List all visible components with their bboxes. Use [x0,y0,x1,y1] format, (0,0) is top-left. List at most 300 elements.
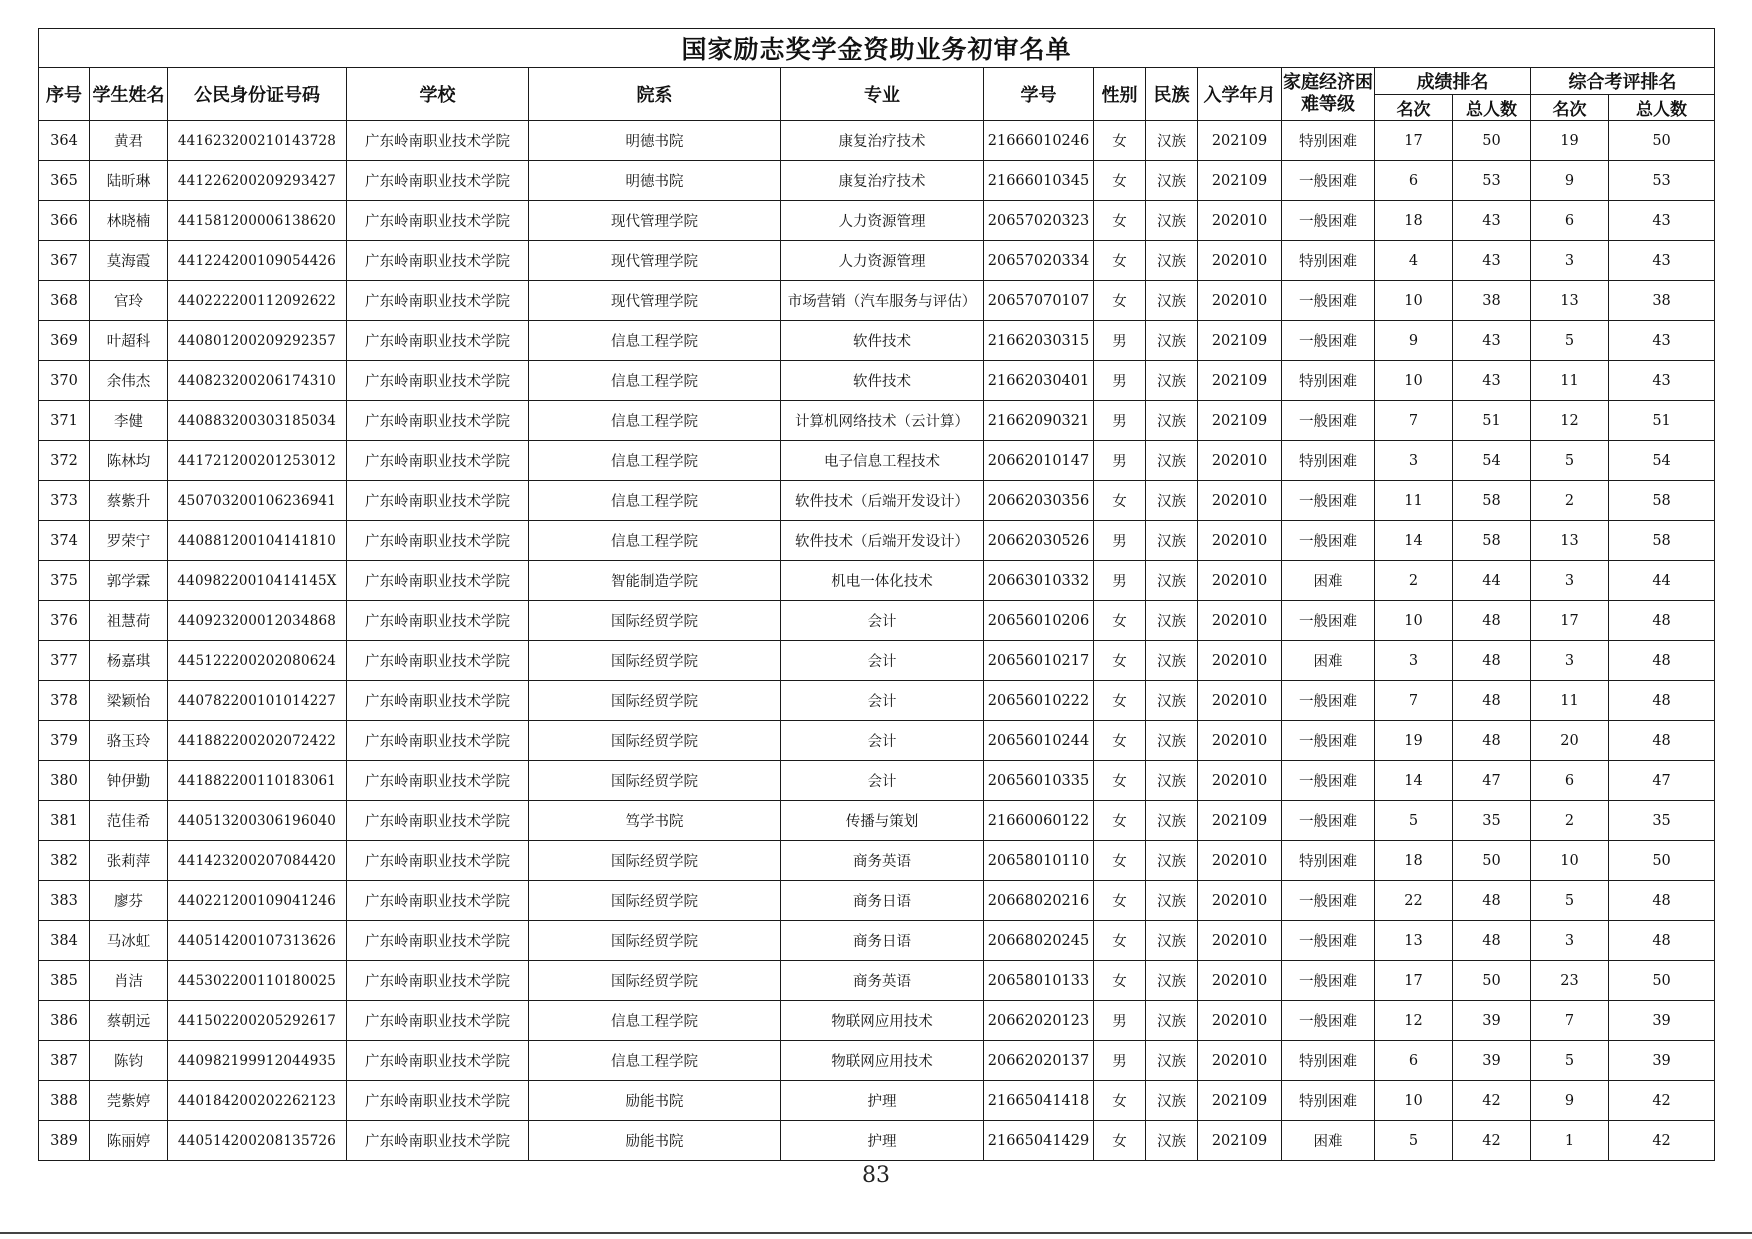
roster-body [39,121,1715,1161]
cell-name: 李健 [90,401,168,441]
cell-difficulty: 一般困难 [1282,201,1375,241]
cell-major: 会计 [781,681,984,721]
cell-dept: 信息工程学院 [529,401,781,441]
header-id: 公民身份证号码 [168,68,347,121]
table-row [39,641,1715,681]
cell-difficulty: 一般困难 [1282,681,1375,721]
cell-id: 440801200209292357 [168,321,347,361]
cell-ethnicity: 汉族 [1146,1081,1198,1121]
cell-enroll: 202010 [1198,841,1282,881]
cell-major: 会计 [781,641,984,681]
cell-school: 广东岭南职业技术学院 [347,921,529,961]
cell-grade-rank: 22 [1375,881,1453,921]
cell-id: 441224200109054426 [168,241,347,281]
cell-grade-total: 43 [1453,241,1531,281]
cell-grade-total: 53 [1453,161,1531,201]
cell-student-no: 21665041418 [984,1081,1094,1121]
cell-major: 人力资源管理 [781,201,984,241]
cell-school: 广东岭南职业技术学院 [347,241,529,281]
cell-dept: 现代管理学院 [529,281,781,321]
cell-dept: 励能书院 [529,1121,781,1161]
cell-grade-total: 39 [1453,1001,1531,1041]
cell-comp-rank: 23 [1531,961,1609,1001]
header-comp-rank-total: 总人数 [1609,95,1715,121]
cell-comp-rank: 1 [1531,1121,1609,1161]
cell-name: 蔡朝远 [90,1001,168,1041]
cell-gender: 男 [1094,1001,1146,1041]
cell-grade-total: 48 [1453,921,1531,961]
cell-comp-total: 48 [1609,921,1715,961]
cell-name: 蔡紫升 [90,481,168,521]
cell-student-no: 20658010133 [984,961,1094,1001]
cell-enroll: 202010 [1198,641,1282,681]
cell-gender: 女 [1094,641,1146,681]
cell-id: 440221200109041246 [168,881,347,921]
cell-difficulty: 一般困难 [1282,1001,1375,1041]
cell-seq: 368 [39,281,90,321]
cell-grade-total: 48 [1453,881,1531,921]
cell-grade-rank: 10 [1375,601,1453,641]
cell-enroll: 202010 [1198,201,1282,241]
cell-school: 广东岭南职业技术学院 [347,561,529,601]
table-row [39,441,1715,481]
cell-comp-rank: 5 [1531,881,1609,921]
cell-name: 黄君 [90,121,168,161]
cell-grade-rank: 7 [1375,401,1453,441]
cell-ethnicity: 汉族 [1146,1001,1198,1041]
cell-comp-total: 43 [1609,241,1715,281]
cell-comp-total: 48 [1609,881,1715,921]
cell-school: 广东岭南职业技术学院 [347,361,529,401]
cell-enroll: 202010 [1198,601,1282,641]
cell-major: 人力资源管理 [781,241,984,281]
cell-id: 441882200110183061 [168,761,347,801]
table-row [39,201,1715,241]
header-grade-rank-total: 总人数 [1453,95,1531,121]
cell-major: 商务日语 [781,921,984,961]
cell-comp-rank: 20 [1531,721,1609,761]
cell-ethnicity: 汉族 [1146,481,1198,521]
cell-gender: 女 [1094,241,1146,281]
cell-comp-rank: 5 [1531,1041,1609,1081]
table-row [39,921,1715,961]
cell-ethnicity: 汉族 [1146,641,1198,681]
cell-gender: 女 [1094,961,1146,1001]
cell-comp-rank: 3 [1531,561,1609,601]
cell-difficulty: 一般困难 [1282,801,1375,841]
cell-grade-total: 39 [1453,1041,1531,1081]
cell-ethnicity: 汉族 [1146,601,1198,641]
table-row [39,681,1715,721]
cell-comp-rank: 3 [1531,921,1609,961]
cell-seq: 389 [39,1121,90,1161]
cell-difficulty: 一般困难 [1282,721,1375,761]
table-row [39,961,1715,1001]
table-row [39,1081,1715,1121]
cell-grade-rank: 13 [1375,921,1453,961]
cell-major: 康复治疗技术 [781,121,984,161]
table-row [39,561,1715,601]
cell-grade-rank: 18 [1375,201,1453,241]
table-row [39,1001,1715,1041]
cell-seq: 384 [39,921,90,961]
table-row [39,881,1715,921]
cell-school: 广东岭南职业技术学院 [347,161,529,201]
cell-enroll: 202109 [1198,161,1282,201]
cell-enroll: 202010 [1198,521,1282,561]
cell-dept: 国际经贸学院 [529,601,781,641]
cell-id: 440514200107313626 [168,921,347,961]
cell-seq: 383 [39,881,90,921]
cell-gender: 女 [1094,721,1146,761]
cell-gender: 女 [1094,121,1146,161]
cell-enroll: 202109 [1198,121,1282,161]
cell-school: 广东岭南职业技术学院 [347,721,529,761]
cell-comp-total: 48 [1609,641,1715,681]
cell-grade-rank: 2 [1375,561,1453,601]
cell-enroll: 202010 [1198,721,1282,761]
cell-gender: 女 [1094,1081,1146,1121]
table-row [39,1041,1715,1081]
cell-gender: 女 [1094,921,1146,961]
cell-gender: 女 [1094,201,1146,241]
cell-school: 广东岭南职业技术学院 [347,281,529,321]
cell-student-no: 20662030526 [984,521,1094,561]
header-school: 学校 [347,68,529,121]
cell-enroll: 202010 [1198,481,1282,521]
cell-id: 445302200110180025 [168,961,347,1001]
cell-major: 会计 [781,601,984,641]
cell-major: 商务英语 [781,841,984,881]
cell-grade-rank: 3 [1375,641,1453,681]
cell-id: 440513200306196040 [168,801,347,841]
cell-enroll: 202109 [1198,401,1282,441]
cell-comp-total: 58 [1609,481,1715,521]
cell-dept: 现代管理学院 [529,241,781,281]
cell-name: 叶超科 [90,321,168,361]
cell-enroll: 202109 [1198,801,1282,841]
cell-grade-total: 43 [1453,201,1531,241]
cell-major: 传播与策划 [781,801,984,841]
cell-seq: 385 [39,961,90,1001]
cell-id: 440514200208135726 [168,1121,347,1161]
cell-grade-rank: 6 [1375,161,1453,201]
cell-ethnicity: 汉族 [1146,921,1198,961]
cell-dept: 国际经贸学院 [529,841,781,881]
cell-dept: 国际经贸学院 [529,921,781,961]
cell-comp-rank: 6 [1531,761,1609,801]
header-grade-rank: 成绩排名 [1375,68,1531,95]
cell-seq: 380 [39,761,90,801]
cell-comp-rank: 3 [1531,641,1609,681]
cell-school: 广东岭南职业技术学院 [347,641,529,681]
cell-enroll: 202010 [1198,281,1282,321]
cell-comp-rank: 2 [1531,801,1609,841]
cell-comp-total: 38 [1609,281,1715,321]
cell-enroll: 202010 [1198,921,1282,961]
cell-grade-rank: 10 [1375,281,1453,321]
cell-grade-rank: 4 [1375,241,1453,281]
cell-difficulty: 困难 [1282,641,1375,681]
cell-gender: 女 [1094,881,1146,921]
cell-comp-total: 50 [1609,121,1715,161]
cell-grade-total: 43 [1453,361,1531,401]
cell-difficulty: 一般困难 [1282,921,1375,961]
cell-id: 441882200202072422 [168,721,347,761]
cell-seq: 373 [39,481,90,521]
cell-gender: 男 [1094,361,1146,401]
cell-ethnicity: 汉族 [1146,441,1198,481]
cell-enroll: 202010 [1198,881,1282,921]
cell-major: 计算机网络技术（云计算） [781,401,984,441]
cell-school: 广东岭南职业技术学院 [347,961,529,1001]
cell-gender: 男 [1094,441,1146,481]
cell-comp-total: 47 [1609,761,1715,801]
cell-student-no: 20657070107 [984,281,1094,321]
table-row [39,361,1715,401]
cell-school: 广东岭南职业技术学院 [347,601,529,641]
cell-name: 祖慧荷 [90,601,168,641]
cell-school: 广东岭南职业技术学院 [347,841,529,881]
cell-difficulty: 特别困难 [1282,1041,1375,1081]
header-difficulty: 家庭经济困难等级 [1282,68,1375,121]
cell-seq: 379 [39,721,90,761]
cell-ethnicity: 汉族 [1146,201,1198,241]
cell-grade-total: 50 [1453,121,1531,161]
cell-school: 广东岭南职业技术学院 [347,1001,529,1041]
cell-difficulty: 困难 [1282,561,1375,601]
cell-comp-total: 58 [1609,521,1715,561]
cell-major: 商务日语 [781,881,984,921]
header-major: 专业 [781,68,984,121]
cell-grade-total: 48 [1453,681,1531,721]
cell-dept: 信息工程学院 [529,361,781,401]
cell-major: 软件技术（后端开发设计） [781,481,984,521]
cell-id: 441721200201253012 [168,441,347,481]
cell-student-no: 20656010206 [984,601,1094,641]
cell-student-no: 20656010222 [984,681,1094,721]
cell-id: 440184200202262123 [168,1081,347,1121]
cell-comp-total: 48 [1609,601,1715,641]
cell-school: 广东岭南职业技术学院 [347,441,529,481]
cell-ethnicity: 汉族 [1146,361,1198,401]
cell-gender: 男 [1094,1041,1146,1081]
cell-grade-rank: 10 [1375,1081,1453,1121]
cell-enroll: 202010 [1198,441,1282,481]
cell-school: 广东岭南职业技术学院 [347,801,529,841]
cell-comp-total: 42 [1609,1081,1715,1121]
table-row [39,241,1715,281]
cell-comp-total: 39 [1609,1001,1715,1041]
cell-comp-rank: 7 [1531,1001,1609,1041]
cell-major: 护理 [781,1081,984,1121]
cell-dept: 明德书院 [529,121,781,161]
cell-grade-rank: 14 [1375,521,1453,561]
header-student-no: 学号 [984,68,1094,121]
cell-difficulty: 特别困难 [1282,241,1375,281]
cell-dept: 国际经贸学院 [529,881,781,921]
cell-id: 441502200205292617 [168,1001,347,1041]
cell-gender: 女 [1094,161,1146,201]
cell-grade-total: 35 [1453,801,1531,841]
page-number: 83 [862,1163,890,1188]
bottom-rule [0,1232,1752,1234]
cell-difficulty: 一般困难 [1282,881,1375,921]
cell-name: 范佳希 [90,801,168,841]
table-row [39,761,1715,801]
cell-name: 官玲 [90,281,168,321]
cell-ethnicity: 汉族 [1146,841,1198,881]
cell-comp-rank: 2 [1531,481,1609,521]
table-row [39,801,1715,841]
cell-major: 机电一体化技术 [781,561,984,601]
header-dept: 院系 [529,68,781,121]
header-name: 学生姓名 [90,68,168,121]
cell-grade-rank: 19 [1375,721,1453,761]
cell-grade-total: 44 [1453,561,1531,601]
cell-comp-total: 43 [1609,321,1715,361]
cell-major: 物联网应用技术 [781,1001,984,1041]
cell-major: 软件技术 [781,321,984,361]
cell-difficulty: 困难 [1282,1121,1375,1161]
cell-comp-rank: 5 [1531,441,1609,481]
cell-grade-rank: 7 [1375,681,1453,721]
cell-seq: 366 [39,201,90,241]
cell-gender: 男 [1094,521,1146,561]
cell-seq: 382 [39,841,90,881]
cell-student-no: 20662020123 [984,1001,1094,1041]
cell-ethnicity: 汉族 [1146,281,1198,321]
cell-name: 陈丽婷 [90,1121,168,1161]
cell-grade-rank: 5 [1375,801,1453,841]
cell-dept: 明德书院 [529,161,781,201]
cell-difficulty: 一般困难 [1282,401,1375,441]
cell-name: 陆昕琳 [90,161,168,201]
cell-comp-rank: 9 [1531,161,1609,201]
cell-dept: 国际经贸学院 [529,681,781,721]
cell-student-no: 21666010246 [984,121,1094,161]
cell-id: 440222200112092622 [168,281,347,321]
cell-student-no: 20656010217 [984,641,1094,681]
cell-ethnicity: 汉族 [1146,761,1198,801]
header-seq: 序号 [39,68,90,121]
cell-student-no: 20658010110 [984,841,1094,881]
header-comp-rank-place: 名次 [1531,95,1609,121]
cell-difficulty: 一般困难 [1282,481,1375,521]
cell-gender: 女 [1094,761,1146,801]
cell-id: 440881200104141810 [168,521,347,561]
cell-student-no: 20663010332 [984,561,1094,601]
cell-name: 林晓楠 [90,201,168,241]
cell-dept: 励能书院 [529,1081,781,1121]
cell-difficulty: 特别困难 [1282,1081,1375,1121]
cell-dept: 信息工程学院 [529,321,781,361]
cell-name: 余伟杰 [90,361,168,401]
cell-seq: 376 [39,601,90,641]
cell-seq: 372 [39,441,90,481]
cell-seq: 378 [39,681,90,721]
page-title: 国家励志奖学金资助业务初审名单 [39,29,1715,68]
cell-major: 护理 [781,1121,984,1161]
roster-sheet [38,28,1714,1161]
cell-name: 张莉萍 [90,841,168,881]
cell-name: 梁颖怡 [90,681,168,721]
cell-school: 广东岭南职业技术学院 [347,321,529,361]
cell-school: 广东岭南职业技术学院 [347,521,529,561]
cell-grade-rank: 12 [1375,1001,1453,1041]
cell-school: 广东岭南职业技术学院 [347,681,529,721]
cell-difficulty: 一般困难 [1282,961,1375,1001]
cell-enroll: 202010 [1198,681,1282,721]
cell-comp-total: 42 [1609,1121,1715,1161]
cell-seq: 377 [39,641,90,681]
table-row [39,321,1715,361]
cell-comp-rank: 9 [1531,1081,1609,1121]
cell-student-no: 21665041429 [984,1121,1094,1161]
cell-difficulty: 特别困难 [1282,841,1375,881]
cell-id: 440883200303185034 [168,401,347,441]
cell-grade-total: 43 [1453,321,1531,361]
cell-gender: 女 [1094,481,1146,521]
cell-grade-total: 48 [1453,641,1531,681]
cell-dept: 国际经贸学院 [529,761,781,801]
cell-grade-total: 47 [1453,761,1531,801]
cell-comp-rank: 6 [1531,201,1609,241]
cell-major: 电子信息工程技术 [781,441,984,481]
cell-difficulty: 一般困难 [1282,281,1375,321]
cell-seq: 369 [39,321,90,361]
cell-seq: 388 [39,1081,90,1121]
cell-comp-total: 35 [1609,801,1715,841]
cell-comp-rank: 5 [1531,321,1609,361]
table-row [39,161,1715,201]
cell-id: 445122200202080624 [168,641,347,681]
cell-dept: 国际经贸学院 [529,961,781,1001]
cell-school: 广东岭南职业技术学院 [347,481,529,521]
cell-seq: 386 [39,1001,90,1041]
cell-comp-rank: 13 [1531,521,1609,561]
cell-gender: 女 [1094,1121,1146,1161]
cell-comp-rank: 11 [1531,681,1609,721]
cell-comp-rank: 3 [1531,241,1609,281]
cell-seq: 367 [39,241,90,281]
cell-major: 市场营销（汽车服务与评估） [781,281,984,321]
cell-enroll: 202109 [1198,1121,1282,1161]
header-grade-rank-place: 名次 [1375,95,1453,121]
cell-seq: 365 [39,161,90,201]
cell-gender: 女 [1094,681,1146,721]
cell-major: 商务英语 [781,961,984,1001]
cell-comp-rank: 17 [1531,601,1609,641]
cell-enroll: 202010 [1198,761,1282,801]
cell-major: 会计 [781,761,984,801]
cell-id: 441623200210143728 [168,121,347,161]
cell-grade-rank: 10 [1375,361,1453,401]
cell-dept: 信息工程学院 [529,1001,781,1041]
cell-gender: 女 [1094,281,1146,321]
cell-ethnicity: 汉族 [1146,521,1198,561]
table-row [39,1121,1715,1161]
cell-student-no: 21660060122 [984,801,1094,841]
cell-comp-rank: 19 [1531,121,1609,161]
cell-student-no: 20668020245 [984,921,1094,961]
cell-seq: 381 [39,801,90,841]
cell-student-no: 20668020216 [984,881,1094,921]
cell-grade-total: 50 [1453,841,1531,881]
cell-grade-rank: 5 [1375,1121,1453,1161]
cell-name: 莫海霞 [90,241,168,281]
cell-dept: 信息工程学院 [529,481,781,521]
